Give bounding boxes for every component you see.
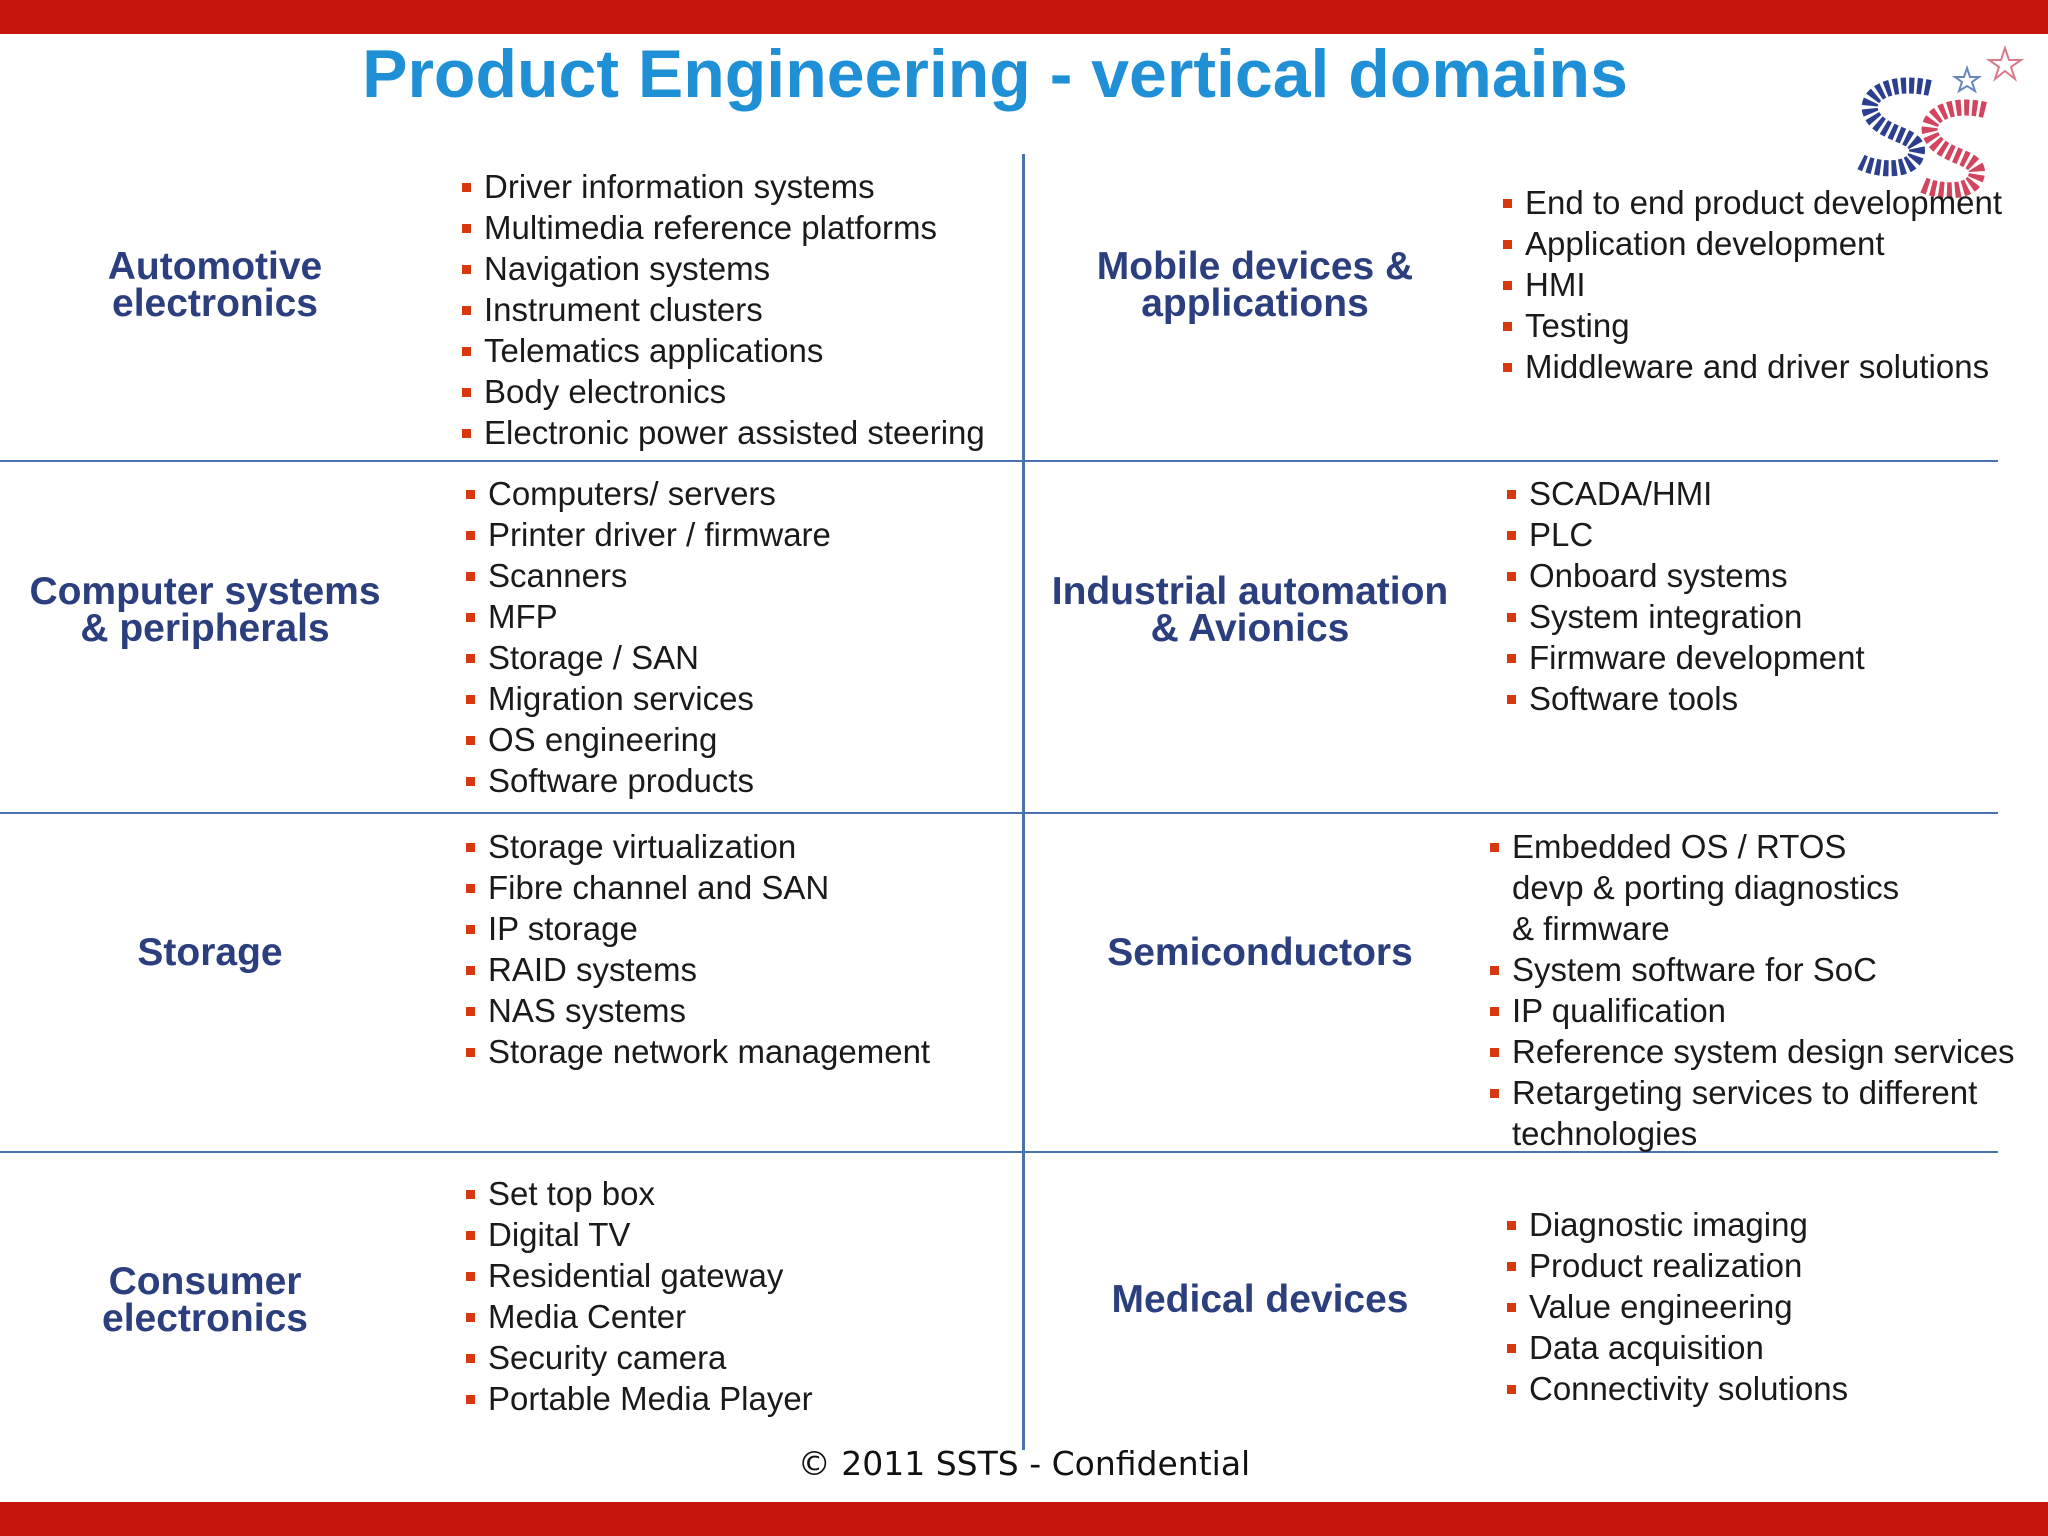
category-medical-devices: Medical devices bbox=[1111, 1278, 1409, 1321]
ss-logo-icon bbox=[1861, 86, 1985, 191]
list-item: Connectivity solutions bbox=[1507, 1368, 1848, 1409]
list-item: Data acquisition bbox=[1507, 1327, 1848, 1368]
list-item: IP storage bbox=[466, 908, 930, 949]
row-divider-2 bbox=[0, 812, 1998, 814]
list-item: RAID systems bbox=[466, 949, 930, 990]
list-item: Reference system design services bbox=[1490, 1031, 2015, 1072]
category-storage: Storage bbox=[137, 931, 283, 974]
list-item: Storage / SAN bbox=[466, 637, 831, 678]
list-item: Set top box bbox=[466, 1173, 813, 1214]
list-item: Security camera bbox=[466, 1337, 813, 1378]
list-item: Retargeting services to different technologies bbox=[1490, 1072, 2012, 1154]
list-item: Migration services bbox=[466, 678, 831, 719]
category-industrial-automation-avionics: Industrial automation & Avionics bbox=[1051, 570, 1449, 650]
center-divider bbox=[1022, 154, 1025, 1450]
category-computer-systems-peripherals: Computer systems & peripherals bbox=[29, 570, 381, 650]
list-item: Fibre channel and SAN bbox=[466, 867, 930, 908]
list-item: Scanners bbox=[466, 555, 831, 596]
row-divider-1 bbox=[0, 460, 1023, 462]
row-divider-1-right bbox=[1023, 460, 1998, 462]
list-item: Body electronics bbox=[462, 371, 985, 412]
list-item: Media Center bbox=[466, 1296, 813, 1337]
list-item: Driver information systems bbox=[462, 166, 985, 207]
category-mobile-devices-applications: Mobile devices & applications bbox=[1096, 245, 1414, 325]
list-item: Onboard systems bbox=[1507, 555, 1865, 596]
storage-list bbox=[466, 826, 930, 1072]
footer-confidential: © 2011 SSTS - Confidential bbox=[797, 1444, 1251, 1483]
list-item: Electronic power assisted steering bbox=[462, 412, 985, 453]
list-item: Product realization bbox=[1507, 1245, 1848, 1286]
list-item: Storage virtualization bbox=[466, 826, 930, 867]
company-logo bbox=[1845, 40, 2045, 200]
list-item: PLC bbox=[1507, 514, 1865, 555]
list-item: Residential gateway bbox=[466, 1255, 813, 1296]
medical-devices-list bbox=[1507, 1204, 1848, 1409]
list-item: System integration bbox=[1507, 596, 1865, 637]
category-automotive-electronics: Automotive electronics bbox=[107, 245, 323, 325]
list-item: Instrument clusters bbox=[462, 289, 985, 330]
list-item: OS engineering bbox=[466, 719, 831, 760]
category-consumer-electronics: Consumer electronics bbox=[102, 1260, 308, 1340]
list-item: Telematics applications bbox=[462, 330, 985, 371]
list-item: Printer driver / firmware bbox=[466, 514, 831, 555]
bottom-red-bar bbox=[0, 1502, 2048, 1536]
list-item: HMI bbox=[1503, 264, 2002, 305]
semiconductors-list bbox=[1490, 826, 2015, 1154]
page-title: Product Engineering - vertical domains bbox=[362, 36, 1628, 112]
top-red-bar bbox=[0, 0, 2048, 34]
category-semiconductors: Semiconductors bbox=[1107, 931, 1413, 974]
industrial-automation-list bbox=[1507, 473, 1865, 719]
mobile-devices-list bbox=[1503, 182, 2002, 387]
list-item: Firmware development bbox=[1507, 637, 1865, 678]
list-item: Portable Media Player bbox=[466, 1378, 813, 1419]
list-item: Computers/ servers bbox=[466, 473, 831, 514]
star-icon bbox=[1955, 48, 2021, 91]
list-item: MFP bbox=[466, 596, 831, 637]
list-item: Multimedia reference platforms bbox=[462, 207, 985, 248]
list-item: Software tools bbox=[1507, 678, 1865, 719]
list-item: Software products bbox=[466, 760, 831, 801]
list-item: NAS systems bbox=[466, 990, 930, 1031]
list-item: Digital TV bbox=[466, 1214, 813, 1255]
consumer-electronics-list bbox=[466, 1173, 813, 1419]
list-item: System software for SoC bbox=[1490, 949, 2015, 990]
automotive-electronics-list bbox=[462, 166, 985, 453]
computer-systems-list bbox=[466, 473, 831, 801]
list-item: IP qualification bbox=[1490, 990, 2015, 1031]
list-item: Application development bbox=[1503, 223, 2002, 264]
list-item: Embedded OS / RTOS devp & porting diagnostics & firmware bbox=[1490, 826, 1902, 949]
list-item: SCADA/HMI bbox=[1507, 473, 1865, 514]
list-item: Value engineering bbox=[1507, 1286, 1848, 1327]
list-item: Navigation systems bbox=[462, 248, 985, 289]
list-item: Testing bbox=[1503, 305, 2002, 346]
list-item: End to end product development bbox=[1503, 182, 2002, 223]
list-item: Storage network management bbox=[466, 1031, 930, 1072]
list-item: Middleware and driver solutions bbox=[1503, 346, 2002, 387]
list-item: Diagnostic imaging bbox=[1507, 1204, 1848, 1245]
